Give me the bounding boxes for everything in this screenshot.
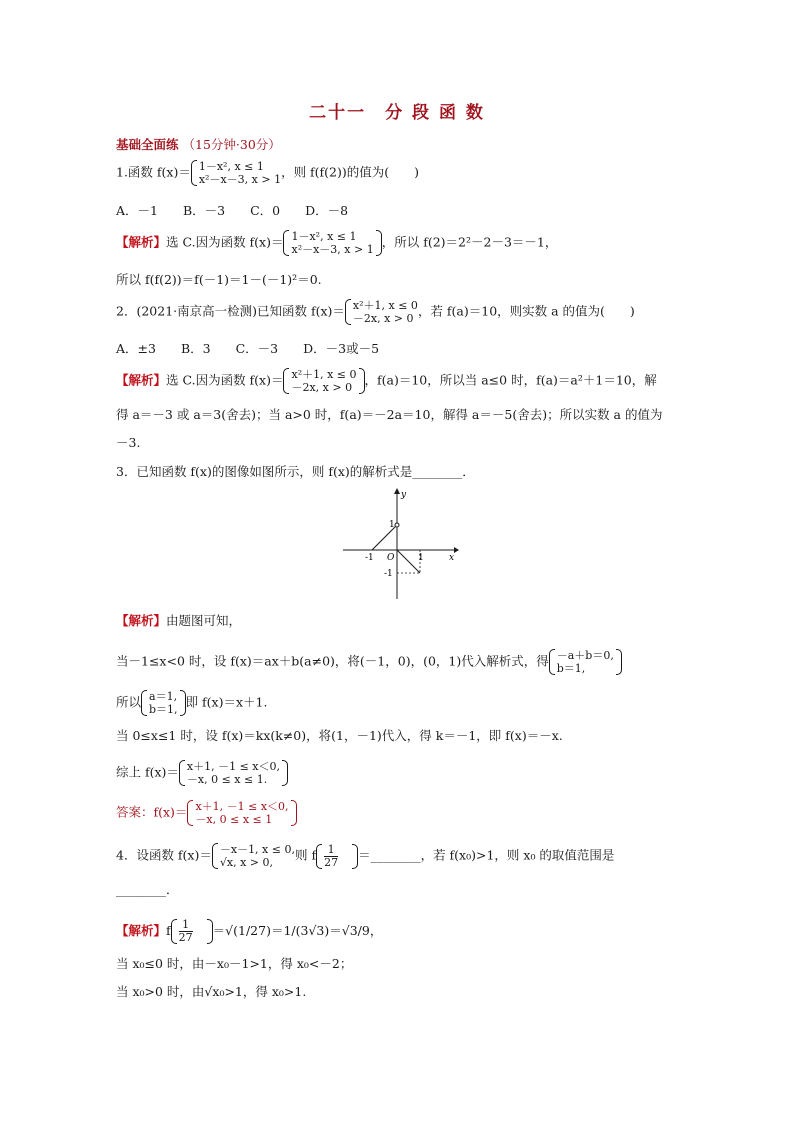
q1-sol-piecewise <box>283 230 381 256</box>
q4-frac-n: 1 <box>324 844 338 857</box>
q2-sol-case2: －2x, x > 0 <box>291 381 353 394</box>
q1-piecewise <box>191 160 281 186</box>
q3-answer <box>116 800 297 826</box>
q1-stem-a: 1.函数 f(x)＝ <box>116 164 191 180</box>
function-graph <box>340 487 460 602</box>
q2-stem <box>116 299 635 325</box>
q4-case1: －x－1, x ≤ 0, <box>219 843 295 856</box>
q2-solution <box>116 368 657 394</box>
q4-sol-c: 当 x₀≤0 时，由－x₀－1>1，得 x₀<－2； <box>116 956 353 971</box>
x-tick-1: 1 <box>418 553 424 563</box>
q4-sol-d: 当 x₀>0 时，由√x₀>1，得 x₀>1. <box>116 984 307 999</box>
q3-sol-c: 所以 <box>116 694 142 710</box>
q1-case1: 1－x², x ≤ 1 <box>198 160 264 173</box>
q4-sol-b: ＝√(1/27)＝1/(3√3)＝√3/9， <box>212 923 383 938</box>
q4-solution <box>116 919 382 944</box>
q3-sol-e: 当 0≤x≤1 时，设 f(x)＝kx(k≠0)，将(1，－1)代入，得 k＝－1，即 f(x)＝－x. <box>116 728 563 743</box>
q1-stem <box>116 160 419 186</box>
q3-solution <box>116 612 241 630</box>
q3-sol-c-line <box>116 690 267 716</box>
section-header <box>116 136 281 154</box>
q3-ans1: x＋1, －1 ≤ x＜0, <box>195 800 289 813</box>
q3-sol-f: 综上 f(x)＝ <box>116 764 179 780</box>
q4-sol-arg <box>171 919 213 944</box>
x-axis-arrow <box>454 547 459 553</box>
q1-sol-case1: 1－x², x ≤ 1 <box>291 230 357 243</box>
y-label: y <box>401 490 407 500</box>
q3-system1 <box>549 649 622 675</box>
q4-stem-c: ＝________，若 f(x₀)>1，则 x₀ 的取值范围是 <box>358 847 615 863</box>
q4-stem <box>116 843 614 869</box>
q3-sys1-a: －a＋b＝0, <box>556 649 614 662</box>
q1-sol-a: 选 C.因为函数 f(x)＝ <box>166 234 284 250</box>
q3-ans2: －x, 0 ≤ x ≤ 1 <box>195 813 273 826</box>
q4-sol-frac-d: 27 <box>178 931 193 944</box>
jiexi-tag: 【解析】 <box>116 372 167 388</box>
q2-stem-b: ，若 f(a)＝10，则实数 a 的值为( ) <box>417 303 635 319</box>
q2-case1: x²＋1, x ≤ 0 <box>352 299 418 312</box>
q3-sys1-b: b＝1, <box>556 662 586 675</box>
y-tick-neg1: -1 <box>384 569 393 579</box>
q3-sol-a: 由题图可知， <box>166 613 242 628</box>
open-point <box>395 523 399 527</box>
q3-sol-b: 当－1≤x<0 时，设 f(x)＝ax＋b(a≠0)，将(－1，0)，(0，1)代入解析式，得 <box>116 653 549 669</box>
x-tick-neg1: -1 <box>365 553 374 563</box>
q2-sol-piecewise <box>283 368 364 394</box>
jiexi-tag: 【解析】 <box>116 613 167 628</box>
q3-answer-piecewise <box>187 800 296 826</box>
q3-result-piecewise <box>179 760 288 786</box>
section-meta: （15分钟·30分） <box>182 137 281 152</box>
q1-stem-b: ，则 f(f(2))的值为( ) <box>281 164 420 180</box>
q4-stem-a: 4．设函数 f(x)＝ <box>116 847 212 863</box>
q4-stem-d: ________． <box>116 882 179 897</box>
q2-piecewise <box>345 299 418 325</box>
q3-sys2-b: b＝1, <box>149 703 178 716</box>
q2-sol-d: －3. <box>116 435 141 450</box>
q3-case1: x＋1, －1 ≤ x＜0, <box>186 760 281 773</box>
segment-left <box>372 525 397 550</box>
q3-case2: －x, 0 ≤ x ≤ 1. <box>186 773 268 786</box>
q2-options: A．±3 B．3 C．－3 D．－3或－5 <box>116 341 380 356</box>
q2-sol-c: 得 a＝－3 或 a＝3(舍去)；当 a>0 时，f(a)＝－2a＝10，解得 a＝－5(舍去)；所以实数 a 的值为 <box>116 407 663 422</box>
q1-options: A．－1 B．－3 C．0 D．－8 <box>116 203 349 218</box>
q4-case2: √x, x > 0, <box>219 856 273 869</box>
q1-sol-c: 所以 f(f(2))＝f(－1)＝1－(－1)²＝0. <box>116 272 322 287</box>
q2-sol-b: ，f(a)＝10，所以当 a≤0 时，f(a)＝a²＋1＝10，解 <box>364 372 657 388</box>
q3-sol-d: 即 f(x)＝x＋1. <box>185 694 268 710</box>
q4-stem-b: 则 f <box>294 847 317 863</box>
jiexi-tag: 【解析】 <box>116 923 167 938</box>
y-tick-1: 1 <box>389 520 395 530</box>
q2-case2: －2x, x > 0 <box>352 312 414 325</box>
origin-label: O <box>387 553 395 563</box>
q3-answer-a: 答案：f(x)＝ <box>116 804 188 820</box>
segment-right <box>397 550 420 573</box>
q3-sol-b-line <box>116 649 622 675</box>
q4-sol-a: f <box>166 923 171 938</box>
q3-stem: 3．已知函数 f(x)的图像如图所示，则 f(x)的解析式是________． <box>116 464 475 479</box>
y-axis-arrow <box>394 488 400 494</box>
jiexi-tag: 【解析】 <box>116 234 167 250</box>
q1-solution <box>116 230 557 256</box>
section-name: 基础全面练 <box>116 137 179 152</box>
q2-sol-case1: x²＋1, x ≤ 0 <box>291 368 357 381</box>
q2-sol-a: 选 C.因为函数 f(x)＝ <box>166 372 284 388</box>
q3-system2 <box>141 690 186 716</box>
x-label: x <box>449 553 455 563</box>
q4-arg <box>316 844 358 869</box>
q3-sol-f-line <box>116 760 288 786</box>
q4-frac-d: 27 <box>324 855 339 869</box>
q1-sol-case2: x²－x－3, x > 1 <box>291 243 374 256</box>
q1-case2: x²－x－3, x > 1 <box>198 173 282 186</box>
q2-stem-a: 2．(2021·南京高一检测)已知函数 f(x)＝ <box>116 303 345 319</box>
q1-sol-b: ，所以 f(2)＝2²－2－3＝－1， <box>381 234 558 250</box>
q4-sol-frac-n: 1 <box>179 919 193 932</box>
q3-sys2-a: a＝1, <box>149 690 178 703</box>
q4-piecewise <box>212 843 295 869</box>
page-title: 二十一 分 段 函 数 <box>309 103 485 123</box>
